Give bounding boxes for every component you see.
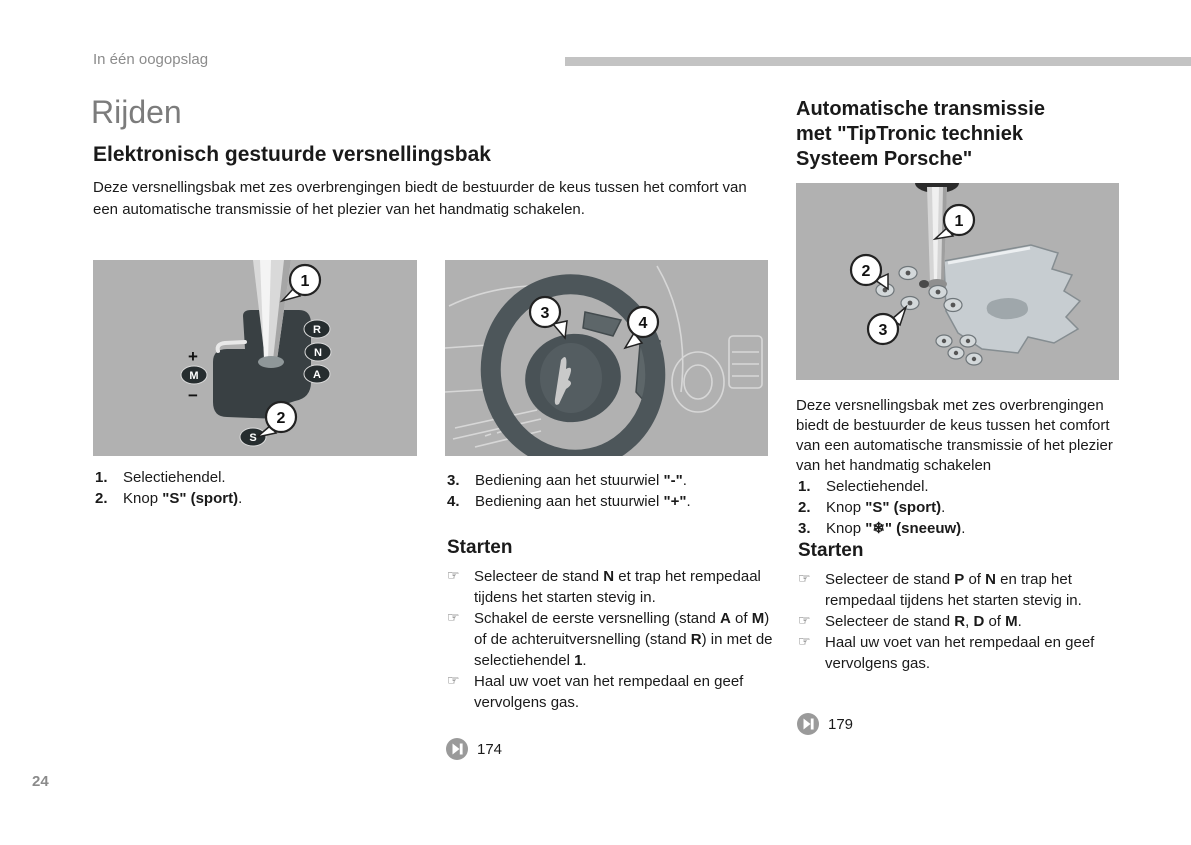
- starten-heading: Starten: [798, 540, 864, 561]
- instruction-text: Schakel de eerste versnelling (stand A of M) of de achteruitversnelling (stand R) in met de selectiehendel 1.: [474, 610, 773, 669]
- svg-text:1: 1: [300, 273, 310, 290]
- legend-text: Bediening aan het stuurwiel "+".: [475, 493, 691, 510]
- legend-item: [95, 488, 425, 509]
- legend-text: Knop "S" (sport).: [826, 499, 946, 516]
- legend-text: Knop "❄" (sneeuw).: [826, 520, 966, 537]
- gear-selector-illustration: [93, 260, 417, 456]
- right-section-intro: Deze versnellingsbak met zes overbrengingen biedt de bestuurder de keus tussen het comfort van een automatische transmissie of het plezier van het handmatig schakelen: [796, 397, 1113, 474]
- instruction-text: Selecteer de stand P of N en trap het rempedaal tijdens het starten stevig in.: [825, 571, 1082, 609]
- page-title: Rijden: [91, 94, 182, 130]
- instruction-bullet: [798, 632, 1124, 674]
- badge-a: A: [313, 369, 321, 381]
- page-ref-number: 174: [477, 740, 503, 758]
- gear-selector-figure: [93, 260, 417, 456]
- page-reference-middle: [446, 738, 502, 760]
- pointing-hand-icon: ☞: [798, 571, 811, 587]
- steering-wheel-figure: [445, 260, 768, 456]
- legend-number: 1.: [798, 478, 811, 495]
- legend-number: 3.: [447, 472, 460, 489]
- instruction-bullet: [447, 566, 773, 608]
- instruction-bullet: [447, 671, 773, 713]
- legend-text: Selectiehendel.: [123, 469, 226, 486]
- pointing-hand-icon: ☞: [447, 673, 460, 689]
- page-ref-icon: [446, 738, 468, 760]
- right-heading-line: met "TipTronic techniek: [796, 123, 1023, 145]
- badge-n: N: [314, 347, 322, 359]
- legend-item: [95, 467, 425, 488]
- badge-r: R: [313, 324, 321, 336]
- legend-text: Knop "S" (sport).: [123, 490, 243, 507]
- steering-wheel-illustration: [445, 260, 768, 456]
- right-heading-line: Automatische transmissie: [796, 98, 1045, 120]
- page-ref-icon: [797, 713, 819, 735]
- legend-item: [447, 491, 777, 512]
- pointing-hand-icon: ☞: [798, 634, 811, 650]
- right-heading-line: Systeem Porsche": [796, 148, 973, 170]
- badge-s: S: [249, 432, 257, 444]
- left-section-heading: Elektronisch gestuurde versnellingsbak: [93, 143, 491, 166]
- instruction-text: Haal uw voet van het rempedaal en geef vervolgens gas.: [825, 634, 1095, 672]
- page-number: 24: [32, 773, 49, 790]
- page-reference-right: [797, 713, 853, 735]
- right-section-heading: [796, 97, 1136, 172]
- starten-section-right: [798, 540, 1124, 674]
- legend-number: 2.: [798, 499, 811, 516]
- legend-number: 2.: [95, 490, 108, 507]
- left-figure-legend: [95, 467, 425, 509]
- pointing-hand-icon: ☞: [447, 610, 460, 626]
- legend-item: [798, 476, 1128, 497]
- instruction-text: Selecteer de stand R, D of M.: [825, 613, 1022, 630]
- starten-section-middle: [447, 537, 773, 713]
- instruction-bullet: [798, 611, 1124, 632]
- page-ref-number: 179: [828, 715, 854, 733]
- svg-text:4: 4: [638, 315, 648, 332]
- plus-label: +: [188, 347, 198, 366]
- right-figure-legend: [798, 476, 1128, 539]
- left-section-intro: Deze versnellingsbak met zes overbrengingen biedt de bestuurder de keus tussen het comfort van een automatische transmissie of het plezier van het handmatig schakelen.: [93, 179, 747, 218]
- svg-text:3: 3: [878, 322, 888, 339]
- starten-heading: Starten: [447, 537, 513, 558]
- automatic-lever-illustration: [796, 183, 1119, 380]
- legend-text: Bediening aan het stuurwiel "-".: [475, 472, 687, 489]
- instruction-text: Selecteer de stand N et trap het rempedaal tijdens het starten stevig in.: [474, 568, 761, 606]
- svg-text:2: 2: [276, 410, 286, 427]
- legend-text: Selectiehendel.: [826, 478, 929, 495]
- instruction-bullet: [798, 569, 1124, 611]
- legend-item: [798, 497, 1128, 518]
- pointing-hand-icon: ☞: [798, 613, 811, 629]
- instruction-bullet: [447, 608, 773, 671]
- badge-m: M: [189, 370, 199, 382]
- minus-label: −: [188, 386, 198, 405]
- svg-text:1: 1: [954, 213, 964, 230]
- legend-number: 4.: [447, 493, 460, 510]
- pointing-hand-icon: ☞: [447, 568, 460, 584]
- instruction-text: Haal uw voet van het rempedaal en geef vervolgens gas.: [474, 673, 744, 711]
- middle-figure-legend: [447, 470, 777, 512]
- section-eyebrow: In één oogopslag: [93, 51, 209, 68]
- automatic-lever-figure: [796, 183, 1119, 380]
- svg-text:2: 2: [861, 263, 871, 280]
- header-bar: [565, 57, 1191, 66]
- legend-number: 3.: [798, 520, 811, 537]
- legend-item: [447, 470, 777, 491]
- legend-item: [798, 518, 1128, 539]
- legend-number: 1.: [95, 469, 108, 486]
- svg-text:3: 3: [540, 305, 550, 322]
